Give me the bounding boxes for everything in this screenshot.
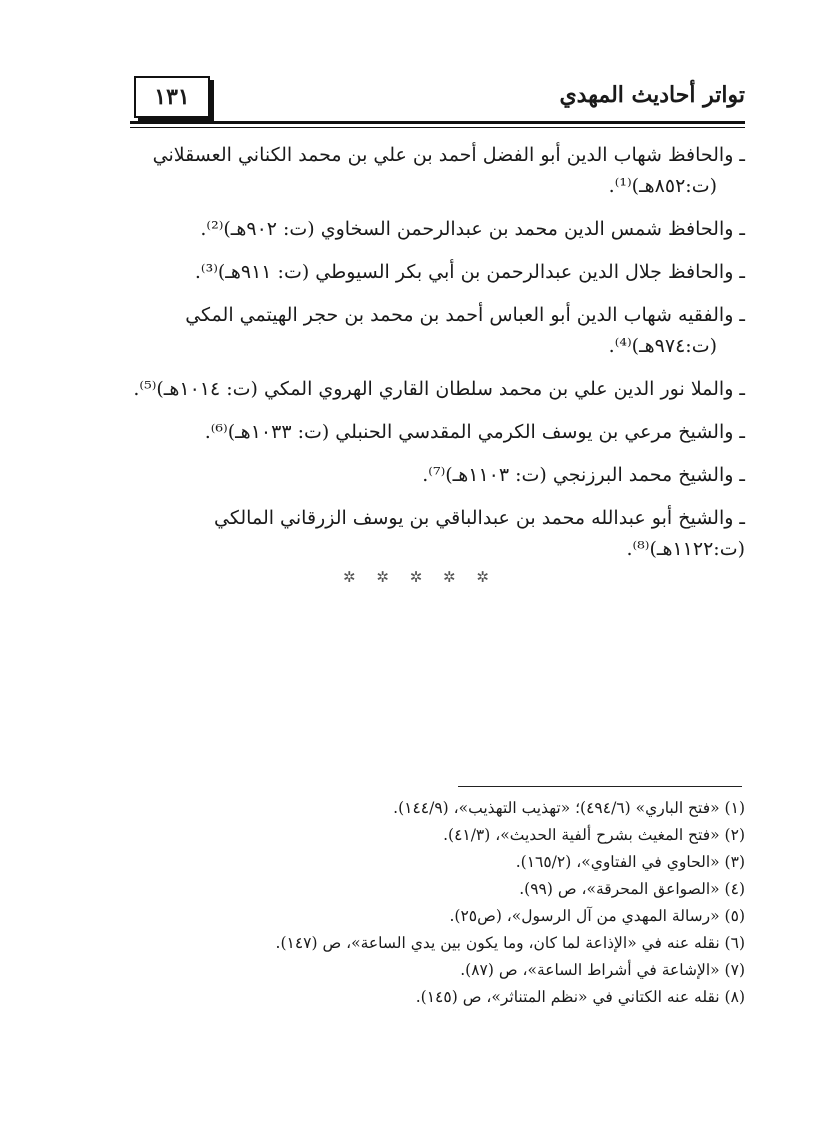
item-line-continued: (ت:٩٧٤هـ)⁽⁴⁾. bbox=[608, 335, 717, 357]
list-item bbox=[125, 460, 745, 491]
footnote: (٣) «الحاوي في الفتاوي»، (١٦٥/٢). bbox=[515, 853, 745, 871]
item-line: ـ والشيخ مرعي بن يوسف الكرمي المقدسي الحنبلي (ت: ١٠٣٣هـ)⁽⁶⁾. bbox=[204, 421, 745, 443]
header-rule-thick bbox=[130, 121, 745, 124]
list-item bbox=[125, 214, 745, 245]
list-item bbox=[125, 503, 745, 565]
footnote-rule bbox=[458, 786, 742, 787]
footnotes bbox=[275, 795, 745, 1011]
item-line: ـ والفقيه شهاب الدين أبو العباس أحمد بن محمد بن حجر الهيتمي المكي bbox=[185, 304, 745, 326]
footnote: (٧) «الإشاعة في أشراط الساعة»، ص (٨٧). bbox=[460, 961, 745, 979]
main-text bbox=[125, 140, 745, 577]
item-line: ـ والحافظ جلال الدين عبدالرحمن بن أبي بكر السيوطي (ت: ٩١١هـ)⁽³⁾. bbox=[194, 261, 745, 283]
item-line: ـ والشيخ محمد البرزنجي (ت: ١١٠٣هـ)⁽⁷⁾. bbox=[422, 464, 745, 486]
footnote: (٦) نقله عنه في «الإذاعة لما كان، وما يكون بين يدي الساعة»، ص (١٤٧). bbox=[275, 934, 745, 952]
list-item bbox=[125, 140, 745, 202]
footnote: (٤) «الصواعق المحرقة»، ص (٩٩). bbox=[519, 880, 745, 898]
list-item bbox=[125, 300, 745, 362]
footnote: (١) «فتح الباري» (٤٩٤/٦)؛ «تهذيب التهذيب»، (١٤٤/٩). bbox=[393, 799, 745, 817]
item-line-continued: (ت:٨٥٢هـ)⁽¹⁾. bbox=[608, 175, 717, 197]
footnote: (٥) «رسالة المهدي من آل الرسول»، (ص٢٥). bbox=[449, 907, 745, 925]
item-line: ـ والشيخ أبو عبدالله محمد بن عبدالباقي بن يوسف الزرقاني المالكي (ت:١١٢٢هـ)⁽⁸⁾. bbox=[214, 507, 745, 560]
list-item bbox=[125, 257, 745, 288]
list-item bbox=[125, 374, 745, 405]
section-separator: ✲ ✲ ✲ ✲ ✲ bbox=[343, 568, 497, 586]
list-item bbox=[125, 417, 745, 448]
page-number: ١٣١ bbox=[154, 84, 190, 110]
footnote: (٨) نقله عنه الكتاني في «نظم المتناثر»، ص (١٤٥). bbox=[415, 988, 745, 1006]
item-line: ـ والحافظ شهاب الدين أبو الفضل أحمد بن علي بن محمد الكناني العسقلاني bbox=[152, 144, 745, 166]
item-line: ـ والحافظ شمس الدين محمد بن عبدالرحمن السخاوي (ت: ٩٠٢هـ)⁽²⁾. bbox=[200, 218, 745, 240]
page-number-box bbox=[134, 76, 210, 118]
item-line: ـ والملا نور الدين علي بن محمد سلطان القاري الهروي المكي (ت: ١٠١٤هـ)⁽⁵⁾. bbox=[133, 378, 745, 400]
running-header-title: تواتر أحاديث المهدي bbox=[559, 82, 745, 108]
footnote: (٢) «فتح المغيث بشرح ألفية الحديث»، (٤١/٣). bbox=[443, 826, 745, 844]
header-rule-thin bbox=[130, 127, 745, 128]
